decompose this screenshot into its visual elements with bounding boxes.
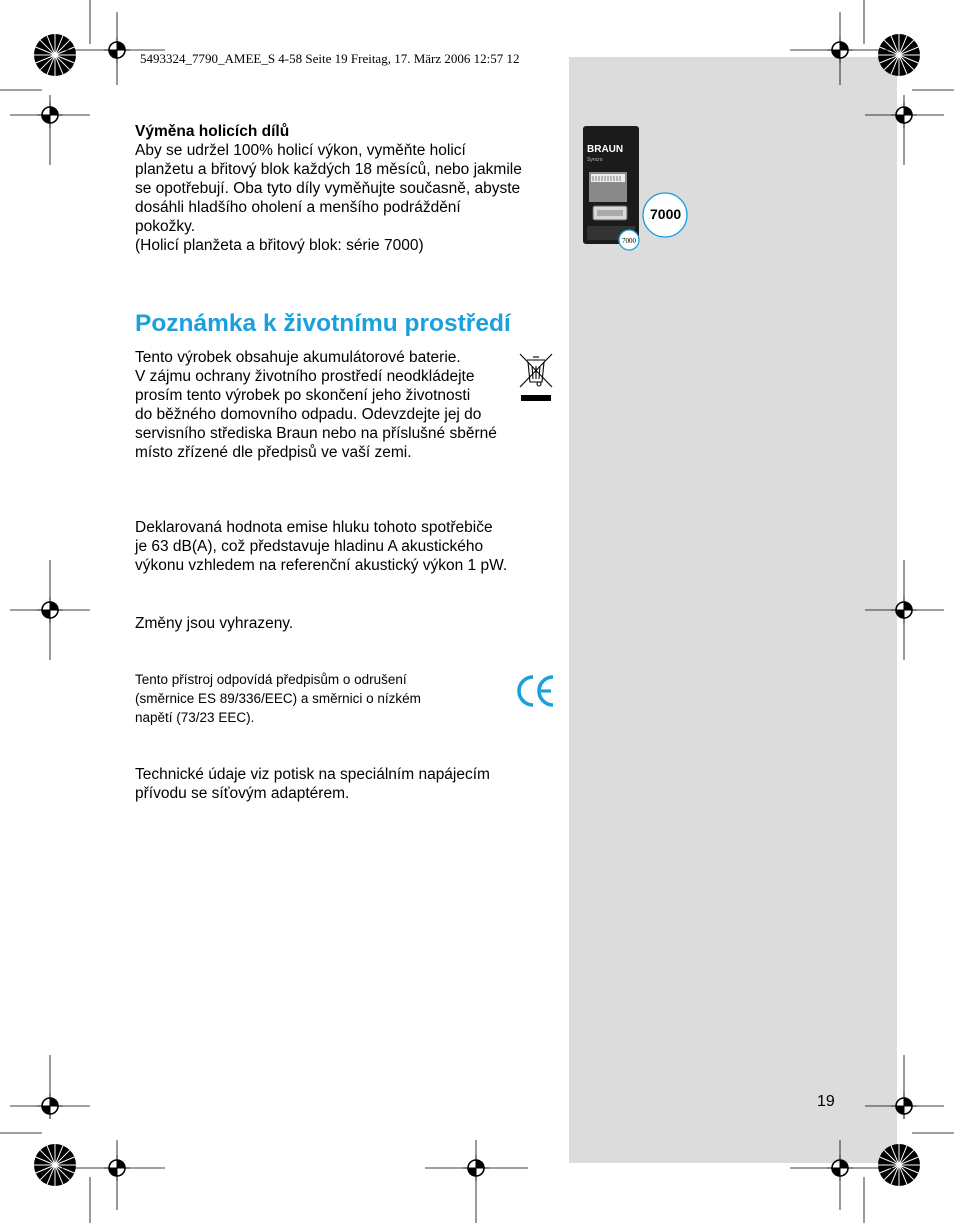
noise-line: je 63 dB(A), což představuje hladinu A akustického [135, 538, 484, 555]
noise-section [135, 518, 507, 575]
changes-line: Změny jsou vyhrazeny. [135, 615, 294, 632]
registration-mark-icon [37, 597, 63, 623]
compliance-line: napětí (73/23 EEC). [135, 710, 255, 725]
package-brand: BRAUN [587, 144, 624, 155]
crossed-out-wheelie-bin-icon [517, 352, 555, 404]
registration-star-icon [34, 34, 76, 76]
registration-mark-icon [104, 1155, 130, 1181]
environment-section [135, 348, 497, 462]
registration-mark-icon [37, 1093, 63, 1119]
product-package-image [583, 126, 639, 244]
environment-line: do běžného domovního odpadu. Odevzdejte jej do [135, 406, 482, 423]
technical-line: přívodu se síťovým adaptérem. [135, 785, 350, 802]
registration-mark-icon [891, 102, 917, 128]
compliance-line: Tento přístroj odpovídá předpisům o odrušení [135, 672, 407, 687]
registration-mark-icon [891, 1093, 917, 1119]
environment-line: Tento výrobek obsahuje akumulátorové baterie. [135, 349, 461, 366]
environment-line: servisního střediska Braun nebo na příslušné sběrné [135, 425, 497, 442]
registration-star-icon [878, 1144, 920, 1186]
package-number: 7000 [622, 237, 636, 245]
technical-line: Technické údaje viz potisk na speciálním napájecím [135, 766, 490, 783]
environment-line: místo zřízené dle předpisů ve vaší zemi. [135, 444, 412, 461]
registration-mark-icon [463, 1155, 489, 1181]
replacement-section [135, 122, 522, 255]
print-slug: 5493324_7790_AMEE_S 4-58 Seite 19 Freitag, 17. März 2006 12:57 12 [140, 51, 520, 66]
noise-line: výkonu vzhledem na referenční akustický výkon 1 pW. [135, 557, 508, 574]
registration-mark-icon [104, 37, 130, 63]
registration-mark-icon [827, 1155, 853, 1181]
registration-star-icon [878, 34, 920, 76]
registration-mark-icon [827, 37, 853, 63]
environment-heading: Poznámka k životnímu prostředí [135, 310, 511, 337]
replacement-line: pokožky. [135, 218, 196, 235]
ce-mark-icon [515, 673, 555, 709]
page-number: 19 [817, 1093, 835, 1110]
callout-label: 7000 [650, 206, 682, 222]
technical-section [135, 765, 490, 803]
package-number-badge [617, 228, 641, 252]
package-model: Syncro [587, 157, 603, 163]
replacement-line: planžetu a břitový blok každých 18 měsíců, nebo jakmile [135, 161, 522, 178]
replacement-line: dosáhli hladšího oholení a menšího podráždění [135, 199, 461, 216]
compliance-line: (směrnice ES 89/336/EEC) a směrnici o nízkém [135, 691, 421, 706]
replacement-line: Aby se udržel 100% holicí výkon, vyměňte holicí [135, 142, 466, 159]
environment-line: V zájmu ochrany životního prostředí neodkládejte [135, 368, 475, 385]
changes-note [135, 614, 293, 633]
registration-mark-icon [37, 102, 63, 128]
replacement-line: se opotřebují. Oba tyto díly vyměňujte současně, abyste [135, 180, 521, 197]
compliance-section [135, 670, 421, 727]
environment-line: prosím tento výrobek po skončení jeho životnosti [135, 387, 471, 404]
registration-star-icon [34, 1144, 76, 1186]
noise-line: Deklarovaná hodnota emise hluku tohoto spotřebiče [135, 519, 493, 536]
replacement-title: Výměna holicích dílů [135, 123, 290, 140]
registration-mark-icon [891, 597, 917, 623]
replacement-line: (Holicí planžeta a břitový blok: série 7000) [135, 237, 424, 254]
